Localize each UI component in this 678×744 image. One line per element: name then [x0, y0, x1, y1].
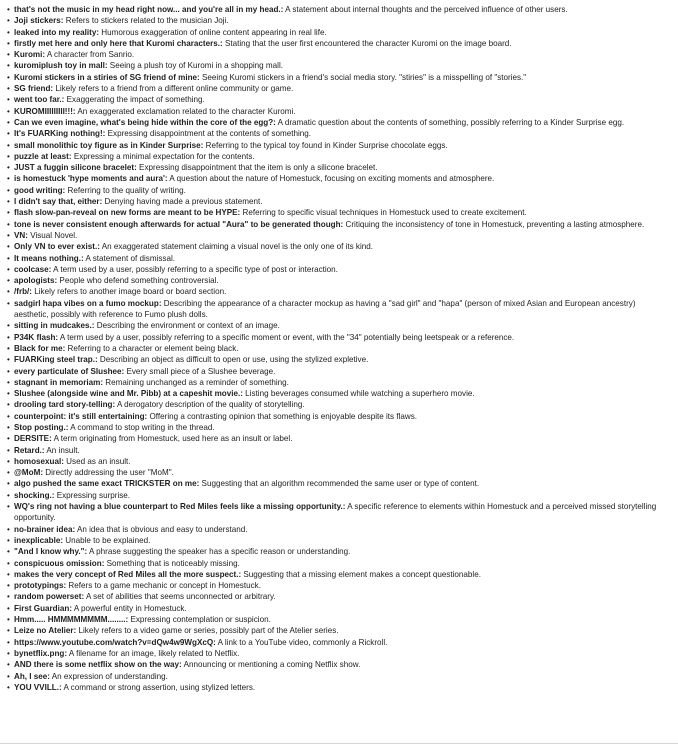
list-item	[6, 524, 672, 535]
glossary-definition: A filename for an image, likely related to Netflix.	[67, 648, 240, 658]
glossary-term: /frb/:	[14, 287, 32, 297]
glossary-definition: An exaggerated exclamation related to the character Kuromi.	[75, 106, 296, 116]
glossary-term: I didn't say that, either:	[14, 197, 103, 207]
glossary-term: homosexual:	[14, 456, 64, 466]
list-item	[6, 27, 672, 38]
glossary-term: bynetflix.png:	[14, 648, 68, 658]
glossary-definition: Describing an object as difficult to open or use, using the stylized expletive.	[97, 355, 369, 365]
list-item	[6, 388, 672, 399]
list-item	[6, 411, 672, 422]
glossary-term: sitting in mudcakes.:	[14, 321, 95, 331]
list-item	[6, 162, 672, 173]
list-item	[6, 94, 672, 105]
list-item	[6, 332, 672, 343]
glossary-term: leaked into my reality:	[14, 27, 100, 37]
glossary-definition: Suggesting that a missing element makes a concept questionable.	[241, 569, 481, 579]
list-item	[6, 625, 672, 636]
list-item	[6, 478, 672, 489]
glossary-definition: Refers to a game mechanic or concept in Homestuck.	[66, 581, 261, 591]
glossary-definition: Expressing a minimal expectation for the contents.	[71, 151, 255, 161]
glossary-definition: Directly addressing the user "MoM".	[43, 468, 174, 478]
glossary-definition: Expressing contemplation or suspicion.	[128, 615, 271, 625]
glossary-definition: Visual Novel.	[27, 230, 78, 240]
list-item	[6, 637, 672, 648]
glossary-term: Slushee (alongside wine and Mr. Pibb) at a capeshit movie.:	[14, 389, 243, 399]
list-item	[6, 591, 672, 602]
list-item	[6, 49, 672, 60]
glossary-term: shocking.:	[14, 490, 55, 500]
list-item	[6, 128, 672, 139]
glossary-term: @MoM:	[14, 468, 44, 478]
glossary-definition: Offering a contrasting opinion that something is enjoyable despite its flaws.	[147, 411, 418, 421]
glossary-definition: Critiquing the inconsistency of tone in Homestuck, preventing a lasting atmosphere.	[343, 219, 645, 229]
glossary-term: random powerset:	[14, 592, 85, 602]
glossary-definition: A term used by a user, possibly referring to a specific moment or event, with the "34" potentially being leetspeak or a reference.	[58, 332, 515, 342]
glossary-definition: A specific reference to elements within Homestuck and a perceived missed storytelling opportunity.	[14, 502, 657, 523]
list-item	[6, 354, 672, 365]
list-item	[6, 117, 672, 128]
list-item	[6, 614, 672, 625]
list-item	[6, 535, 672, 546]
list-item	[6, 4, 672, 15]
glossary-term: Hmm..... HMMMMMMMM........:	[14, 615, 129, 625]
glossary-definition: Expressing disappointment that the item is only a silicone bracelet.	[136, 163, 378, 173]
list-item	[6, 603, 672, 614]
glossary-definition: Something that is noticeably missing.	[104, 558, 240, 568]
list-item	[6, 456, 672, 467]
glossary-definition: A term originating from Homestuck, used here as an insult or label.	[51, 434, 293, 444]
glossary-term: https://www.youtube.com/watch?v=dQw4w9WgXcQ:	[14, 637, 216, 647]
list-item	[6, 580, 672, 591]
glossary-term: Black for me:	[14, 343, 66, 353]
list-item	[6, 60, 672, 71]
glossary-term: It means nothing.:	[14, 253, 84, 263]
glossary-term: Kuromi stickers in a stiries of SG friend of mine:	[14, 72, 200, 82]
glossary-term: conspicuous omission:	[14, 558, 105, 568]
glossary-term: that's not the music in my head right now... and you're all in my head.:	[14, 5, 284, 14]
glossary-term: Only VN to ever exist.:	[14, 242, 100, 252]
list-item	[6, 298, 672, 321]
glossary-term: Kuromi:	[14, 50, 46, 60]
glossary-definition: Denying having made a previous statement.	[102, 197, 263, 207]
list-item	[6, 185, 672, 196]
glossary-definition: Referring to specific visual techniques in Homestuck used to create excitement.	[240, 208, 527, 218]
glossary-term: puzzle at least:	[14, 151, 72, 161]
list-item	[6, 422, 672, 433]
glossary-term: every particulate of Slushee:	[14, 366, 125, 376]
glossary-term: flash slow-pan-reveal on new forms are meant to be HYPE:	[14, 208, 241, 218]
glossary-definition: Suggesting that an algorithm recommended the same user or type of content.	[199, 479, 480, 489]
glossary-definition: An exaggerated statement claiming a visual novel is the only one of its kind.	[99, 242, 374, 252]
list-item	[6, 140, 672, 151]
glossary-definition: An insult.	[44, 445, 80, 455]
glossary-term: Can we even imagine, what's being hide within the core of the egg?:	[14, 117, 276, 127]
glossary-definition: A set of abilities that seems unconnected or arbitrary.	[84, 592, 276, 602]
glossary-term: P34K flash:	[14, 332, 59, 342]
glossary-definition: A command to stop writing in the thread.	[68, 422, 215, 432]
glossary-definition: Every small piece of a Slushee beverage.	[124, 366, 276, 376]
list-item	[6, 15, 672, 26]
glossary-term: inexplicable:	[14, 535, 64, 545]
glossary-term: YOU VVILL.:	[14, 682, 62, 692]
list-item	[6, 682, 672, 693]
glossary-term: makes the very concept of Red Miles all the more suspect.:	[14, 569, 242, 579]
glossary-definition: Expressing surprise.	[54, 490, 131, 500]
glossary-definition: A statement of dismissal.	[83, 253, 176, 263]
glossary-definition: Refers to stickers related to the musician Joji.	[63, 16, 229, 26]
glossary-definition: An idea that is obvious and easy to understand.	[75, 524, 248, 534]
list-item	[6, 173, 672, 184]
glossary-definition: A dramatic question about the contents of something, possibly referring to a Kinder Surprise egg.	[275, 117, 625, 127]
list-item	[6, 253, 672, 264]
list-item	[6, 501, 672, 524]
glossary-term: WQ's ring not having a blue counterpart to Red Miles feels like a missing opportunity.:	[14, 502, 346, 512]
glossary-definition: Describing the appearance of a character mockup as having a "sad girl" and "hapa" (person of mixed Asian and European ancestry) aesthetic, possibly with reference to Fumo plush dolls.	[14, 298, 636, 320]
glossary-term: kuromiplush toy in mall:	[14, 61, 108, 71]
glossary-term: is homestuck 'hype moments and aura':	[14, 174, 168, 184]
list-item	[6, 83, 672, 94]
glossary-term: small monolithic toy figure as in Kinder Surprise:	[14, 140, 204, 150]
list-item	[6, 490, 672, 501]
list-item	[6, 38, 672, 49]
glossary-term: FUARKing steel trap.:	[14, 355, 98, 365]
list-item	[6, 151, 672, 162]
glossary-definition: Seeing a plush toy of Kuromi in a shopping mall.	[107, 61, 284, 71]
glossary-term: Retard.:	[14, 445, 45, 455]
glossary-definition: Referring to the typical toy found in Kinder Surprise chocolate eggs.	[203, 140, 448, 150]
glossary-definition: A question about the nature of Homestuck, focusing on exciting moments and atmosphere.	[167, 174, 495, 184]
list-item	[6, 445, 672, 456]
glossary-definition: A character from Sanrio.	[45, 50, 135, 60]
glossary-term: AND there is some netflix show on the way:	[14, 660, 182, 670]
list-item	[6, 671, 672, 682]
glossary-term: KUROMIIIIIIIII!!!:	[14, 106, 76, 116]
glossary-term: "And I know why.":	[14, 547, 88, 557]
list-item	[6, 343, 672, 354]
glossary-term: firstly met here and only here that Kuromi characters.:	[14, 38, 223, 48]
glossary-definition: Referring to the quality of writing.	[65, 185, 186, 195]
list-item	[6, 219, 672, 230]
list-item	[6, 366, 672, 377]
glossary-term: tone is never consistent enough afterwards for actual "Aura" to be generated though:	[14, 219, 344, 229]
glossary-definition: Humorous exaggeration of online content appearing in real life.	[99, 27, 327, 37]
glossary-term: good writing:	[14, 185, 66, 195]
glossary-term: It's FUARKing nothing!:	[14, 129, 106, 139]
list-item	[6, 286, 672, 297]
glossary-term: apologists:	[14, 276, 58, 286]
list-item	[6, 558, 672, 569]
glossary-definition: Describing the environment or context of an image.	[94, 321, 280, 331]
glossary-definition: Expressing disappointment at the contents of something.	[105, 129, 312, 139]
list-item	[6, 264, 672, 275]
glossary-term: counterpoint: it's still entertaining:	[14, 411, 148, 421]
list-item	[6, 230, 672, 241]
glossary-definition: Likely refers to another image board or board section.	[31, 287, 227, 297]
list-item	[6, 467, 672, 478]
glossary-term: First Guardian:	[14, 603, 73, 613]
glossary-term: went too far.:	[14, 95, 65, 105]
list-item	[6, 433, 672, 444]
glossary-term: Ah, I see:	[14, 671, 50, 681]
glossary-definition: A term used by a user, possibly referring to a specific type of post or interaction.	[51, 264, 338, 274]
glossary-definition: Stating that the user first encountered the character Kuromi on the image board.	[222, 38, 512, 48]
list-item	[6, 546, 672, 557]
glossary-term: Leize no Atelier:	[14, 626, 77, 636]
glossary-term: Stop posting.:	[14, 422, 69, 432]
glossary-term: JUST a fuggin silicone bracelet:	[14, 163, 137, 173]
glossary-definition: Listing beverages consumed while watching a superhero movie.	[242, 389, 475, 399]
glossary-term: VN:	[14, 230, 28, 240]
glossary-term: stagnant in memoriam:	[14, 377, 104, 387]
list-item	[6, 241, 672, 252]
glossary-term: SG friend:	[14, 84, 54, 94]
glossary-definition: Announcing or mentioning a coming Netflix show.	[181, 660, 361, 670]
glossary-definition: A command or strong assertion, using stylized letters.	[61, 682, 256, 692]
glossary-definition: A derogatory description of the quality of storytelling.	[115, 400, 305, 410]
glossary-definition: Likely refers to a friend from a different online community or game.	[53, 84, 294, 94]
list-item	[6, 196, 672, 207]
glossary-term: sadgirl hapa vibes on a fumo mockup:	[14, 298, 162, 308]
glossary-term: no-brainer idea:	[14, 524, 76, 534]
glossary-definition: People who defend something controversial.	[57, 276, 219, 286]
list-item	[6, 320, 672, 331]
glossary-term: drooling tard story-telling:	[14, 400, 116, 410]
glossary-term: algo pushed the same exact TRICKSTER on me:	[14, 479, 200, 489]
list-item	[6, 648, 672, 659]
glossary-definition: Referring to a character or element being black.	[65, 343, 239, 353]
list-item	[6, 569, 672, 580]
glossary-term: Joji stickers:	[14, 16, 64, 26]
glossary-definition: Seeing Kuromi stickers in a friend's social media story. "stiries" is a misspelling of "stories."	[199, 72, 527, 82]
glossary-term: DERSITE:	[14, 434, 52, 444]
glossary-definition: A statement about internal thoughts and the perceived influence of other users.	[283, 5, 568, 14]
glossary-definition: A powerful entity in Homestuck.	[72, 603, 187, 613]
list-item	[6, 72, 672, 83]
list-item	[6, 659, 672, 670]
list-item	[6, 399, 672, 410]
glossary-definition: Exaggerating the impact of something.	[64, 95, 205, 105]
glossary-list	[6, 4, 672, 693]
glossary-definition: A phrase suggesting the speaker has a specific reason or understanding.	[87, 547, 351, 557]
glossary-term: prototypings:	[14, 581, 67, 591]
glossary-definition: Remaining unchanged as a reminder of something.	[103, 377, 289, 387]
glossary-definition: A link to a YouTube video, commonly a Rickroll.	[215, 637, 388, 647]
glossary-definition: Used as an insult.	[63, 456, 131, 466]
glossary-definition: Likely refers to a video game or series, possibly part of the Atelier series.	[76, 626, 339, 636]
list-item	[6, 106, 672, 117]
list-item	[6, 377, 672, 388]
glossary-definition: Unable to be explained.	[63, 535, 151, 545]
glossary-term: coolcase:	[14, 264, 52, 274]
list-item	[6, 207, 672, 218]
glossary-definition: An expression of understanding.	[49, 671, 168, 681]
list-item	[6, 275, 672, 286]
